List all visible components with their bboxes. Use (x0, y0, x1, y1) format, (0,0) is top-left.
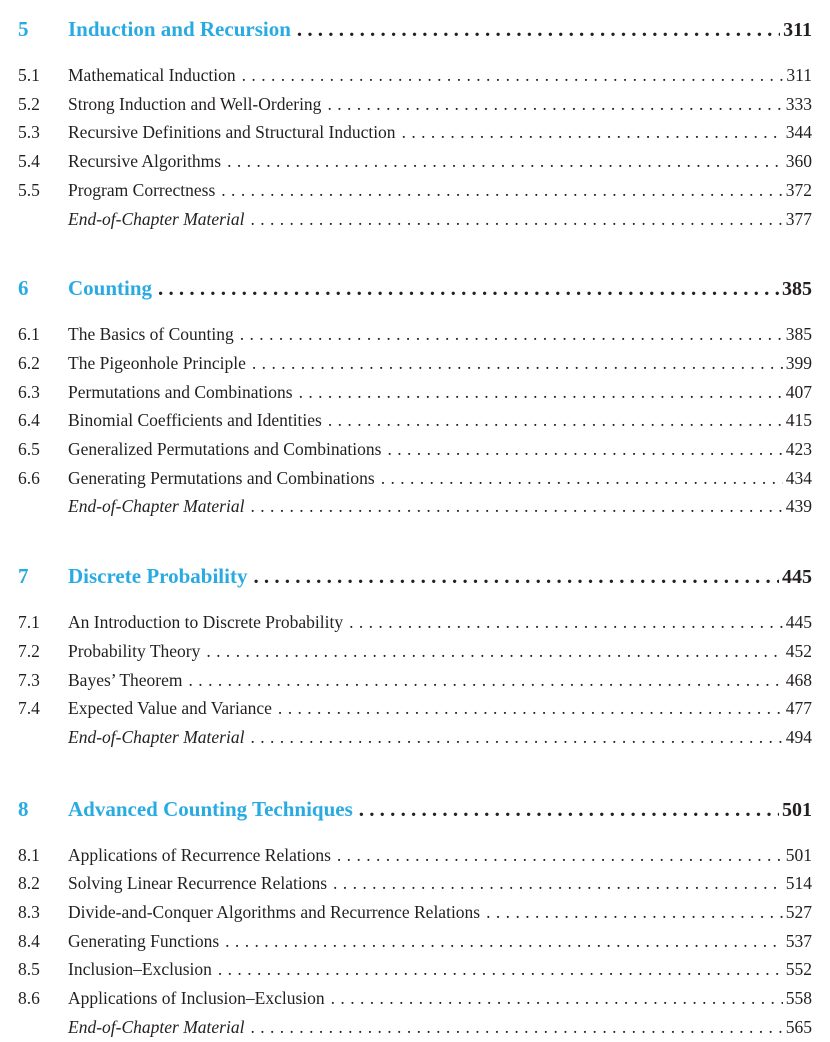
section-number: 8.2 (18, 873, 40, 894)
toc-entry (18, 666, 812, 695)
dot-leader (359, 794, 779, 824)
chapter-heading (18, 273, 812, 304)
section-page-number: 452 (785, 640, 812, 661)
toc-entry (18, 869, 812, 898)
section-page-number: 385 (785, 324, 812, 345)
toc-entry-end-of-chapter (18, 492, 812, 521)
dot-leader (333, 869, 783, 898)
chapter-page-number: 445 (782, 566, 812, 589)
toc-entry-end-of-chapter (18, 723, 812, 752)
dot-leader (327, 90, 782, 119)
toc-entry (18, 320, 812, 349)
dot-leader (225, 927, 783, 956)
section-title: End-of-Chapter Material (68, 496, 245, 517)
section-title: Applications of Inclusion–Exclusion (68, 988, 325, 1009)
section-number: 8.6 (18, 988, 40, 1009)
chapter-number: 8 (18, 796, 29, 821)
section-number: 6.2 (18, 352, 40, 373)
section-page-number: 445 (785, 612, 812, 633)
toc-entry (18, 378, 812, 407)
section-title: Recursive Definitions and Structural Induction (68, 122, 396, 143)
toc-entry (18, 608, 812, 637)
dot-leader (242, 61, 784, 90)
section-page-number: 423 (785, 439, 812, 460)
toc-entry (18, 349, 812, 378)
toc-entry (18, 694, 812, 723)
section-number: 6.1 (18, 324, 40, 345)
dot-leader (253, 561, 779, 591)
section-title: Permutations and Combinations (68, 381, 293, 402)
dot-leader (349, 608, 783, 637)
section-number: 6.6 (18, 467, 40, 488)
section-title: Inclusion–Exclusion (68, 959, 212, 980)
chapter-heading (18, 794, 812, 825)
chapter-number: 6 (18, 276, 29, 301)
section-page-number: 372 (785, 179, 812, 200)
section-page-number: 333 (785, 93, 812, 114)
section-title: End-of-Chapter Material (68, 208, 245, 229)
dot-leader (218, 955, 783, 984)
dot-leader (486, 898, 783, 927)
chapter-block-7 (18, 561, 812, 752)
section-page-number: 494 (785, 726, 812, 747)
section-number: 7.1 (18, 612, 40, 633)
toc-entry (18, 406, 812, 435)
section-page-number: 399 (785, 352, 812, 373)
section-page-number: 558 (785, 988, 812, 1009)
section-page-number: 439 (785, 496, 812, 517)
dot-leader (250, 723, 782, 752)
section-number: 8.5 (18, 959, 40, 980)
dot-leader (381, 464, 783, 493)
dot-leader (278, 694, 783, 723)
toc-entry (18, 955, 812, 984)
section-title: Bayes’ Theorem (68, 669, 183, 690)
dot-leader (221, 176, 782, 205)
dot-leader (206, 637, 782, 666)
chapter-number: 7 (18, 564, 29, 589)
section-title: Applications of Recurrence Relations (68, 844, 331, 865)
section-page-number: 477 (785, 698, 812, 719)
section-number: 8.4 (18, 930, 40, 951)
chapter-page-number: 311 (783, 19, 812, 41)
section-page-number: 407 (785, 381, 812, 402)
toc-entry (18, 176, 812, 205)
toc-entry (18, 147, 812, 176)
section-page-number: 565 (785, 1016, 812, 1037)
section-title: The Pigeonhole Principle (68, 352, 246, 373)
chapter-page-number: 385 (782, 278, 812, 301)
section-title: An Introduction to Discrete Probability (68, 612, 344, 633)
section-page-number: 415 (785, 410, 812, 431)
dot-leader (299, 378, 783, 407)
dot-leader (328, 406, 783, 435)
chapter-block-5 (18, 14, 812, 233)
section-title: Generating Functions (68, 930, 220, 951)
section-page-number: 537 (785, 930, 812, 951)
dot-leader (331, 984, 783, 1013)
section-page-number: 514 (785, 873, 812, 894)
chapter-number: 5 (18, 17, 29, 41)
section-number: 6.5 (18, 439, 40, 460)
section-title: Recursive Algorithms (68, 151, 222, 172)
section-title: Binomial Coefficients and Identities (68, 410, 322, 431)
dot-leader (227, 147, 783, 176)
toc-entry (18, 435, 812, 464)
section-number: 5.2 (18, 93, 40, 114)
section-number: 8.3 (18, 902, 40, 923)
dot-leader (250, 1013, 782, 1042)
dot-leader (250, 492, 782, 521)
section-number: 6.3 (18, 381, 40, 402)
section-title: End-of-Chapter Material (68, 1016, 245, 1037)
section-title: Mathematical Induction (68, 65, 236, 85)
toc-entry-end-of-chapter (18, 205, 812, 234)
section-title: Strong Induction and Well-Ordering (68, 93, 322, 114)
chapter-title: Induction and Recursion (68, 17, 291, 41)
section-number: 5.4 (18, 151, 40, 172)
section-title: Solving Linear Recurrence Relations (68, 873, 328, 894)
section-title: Generating Permutations and Combinations (68, 467, 375, 488)
section-title: Divide-and-Conquer Algorithms and Recurrence Relations (68, 902, 481, 923)
section-page-number: 552 (785, 959, 812, 980)
section-page-number: 468 (785, 669, 812, 690)
section-page-number: 527 (785, 902, 812, 923)
section-page-number: 311 (786, 65, 812, 85)
toc-entry (18, 984, 812, 1013)
chapter-block-8 (18, 794, 812, 1042)
chapter-title: Discrete Probability (68, 564, 248, 589)
toc-entry (18, 898, 812, 927)
section-page-number: 434 (785, 467, 812, 488)
toc-entry-end-of-chapter (18, 1013, 812, 1042)
section-page-number: 360 (785, 151, 812, 172)
dot-leader (402, 118, 783, 147)
section-title: The Basics of Counting (68, 324, 234, 345)
dot-leader (297, 14, 780, 44)
section-number: 7.2 (18, 640, 40, 661)
toc-entry (18, 90, 812, 119)
section-number: 7.3 (18, 669, 40, 690)
toc-entry (18, 464, 812, 493)
toc-entry (18, 637, 812, 666)
section-title: Expected Value and Variance (68, 698, 272, 719)
section-title: Generalized Permutations and Combinations (68, 439, 382, 460)
dot-leader (387, 435, 782, 464)
chapter-heading (18, 14, 812, 45)
section-number: 5.1 (18, 65, 40, 85)
dot-leader (158, 273, 779, 303)
dot-leader (337, 841, 783, 870)
dot-leader (250, 205, 782, 234)
toc-entry (18, 118, 812, 147)
chapter-page-number: 501 (782, 798, 812, 821)
chapter-block-6 (18, 273, 812, 521)
dot-leader (189, 666, 783, 695)
toc-entry (18, 61, 812, 90)
toc-entry (18, 927, 812, 956)
section-title: End-of-Chapter Material (68, 726, 245, 747)
section-number: 8.1 (18, 844, 40, 865)
chapter-heading (18, 561, 812, 592)
section-page-number: 344 (785, 122, 812, 143)
dot-leader (240, 320, 783, 349)
toc-entry (18, 841, 812, 870)
section-number: 7.4 (18, 698, 40, 719)
section-page-number: 377 (785, 208, 812, 229)
section-number: 6.4 (18, 410, 40, 431)
chapter-title: Advanced Counting Techniques (68, 796, 353, 821)
chapter-title: Counting (68, 276, 153, 301)
section-number: 5.3 (18, 122, 40, 143)
dot-leader (252, 349, 783, 378)
section-page-number: 501 (785, 844, 812, 865)
section-title: Program Correctness (68, 179, 216, 200)
section-title: Probability Theory (68, 640, 201, 661)
section-number: 5.5 (18, 179, 40, 200)
